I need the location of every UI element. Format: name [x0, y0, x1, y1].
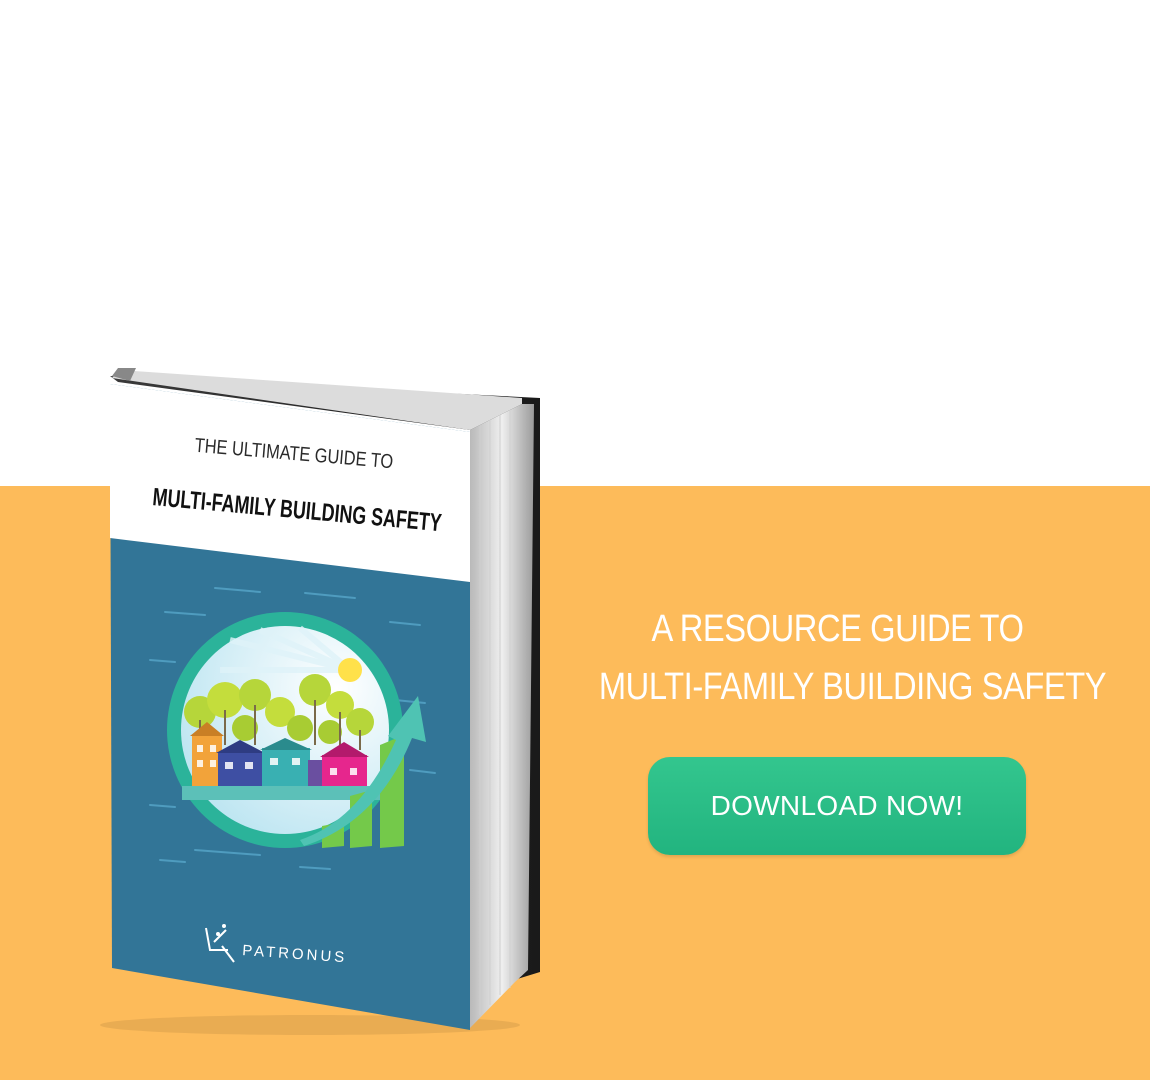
- cover-title-top: THE ULTIMATE GUIDE TO: [193, 433, 395, 473]
- brand-name: PATRONUS: [241, 942, 348, 967]
- cover-title-main: MULTI-FAMILY BUILDING SAFETY: [151, 483, 558, 548]
- cta-heading: [598, 600, 1107, 716]
- download-now-button[interactable]: DOWNLOAD NOW!: [648, 757, 1026, 855]
- sun-icon: [338, 658, 362, 682]
- cta-heading-line-2: MULTI-FAMILY BUILDING SAFETY: [598, 666, 1107, 708]
- cta-heading-line-1: A RESOURCE GUIDE TO: [651, 608, 1024, 650]
